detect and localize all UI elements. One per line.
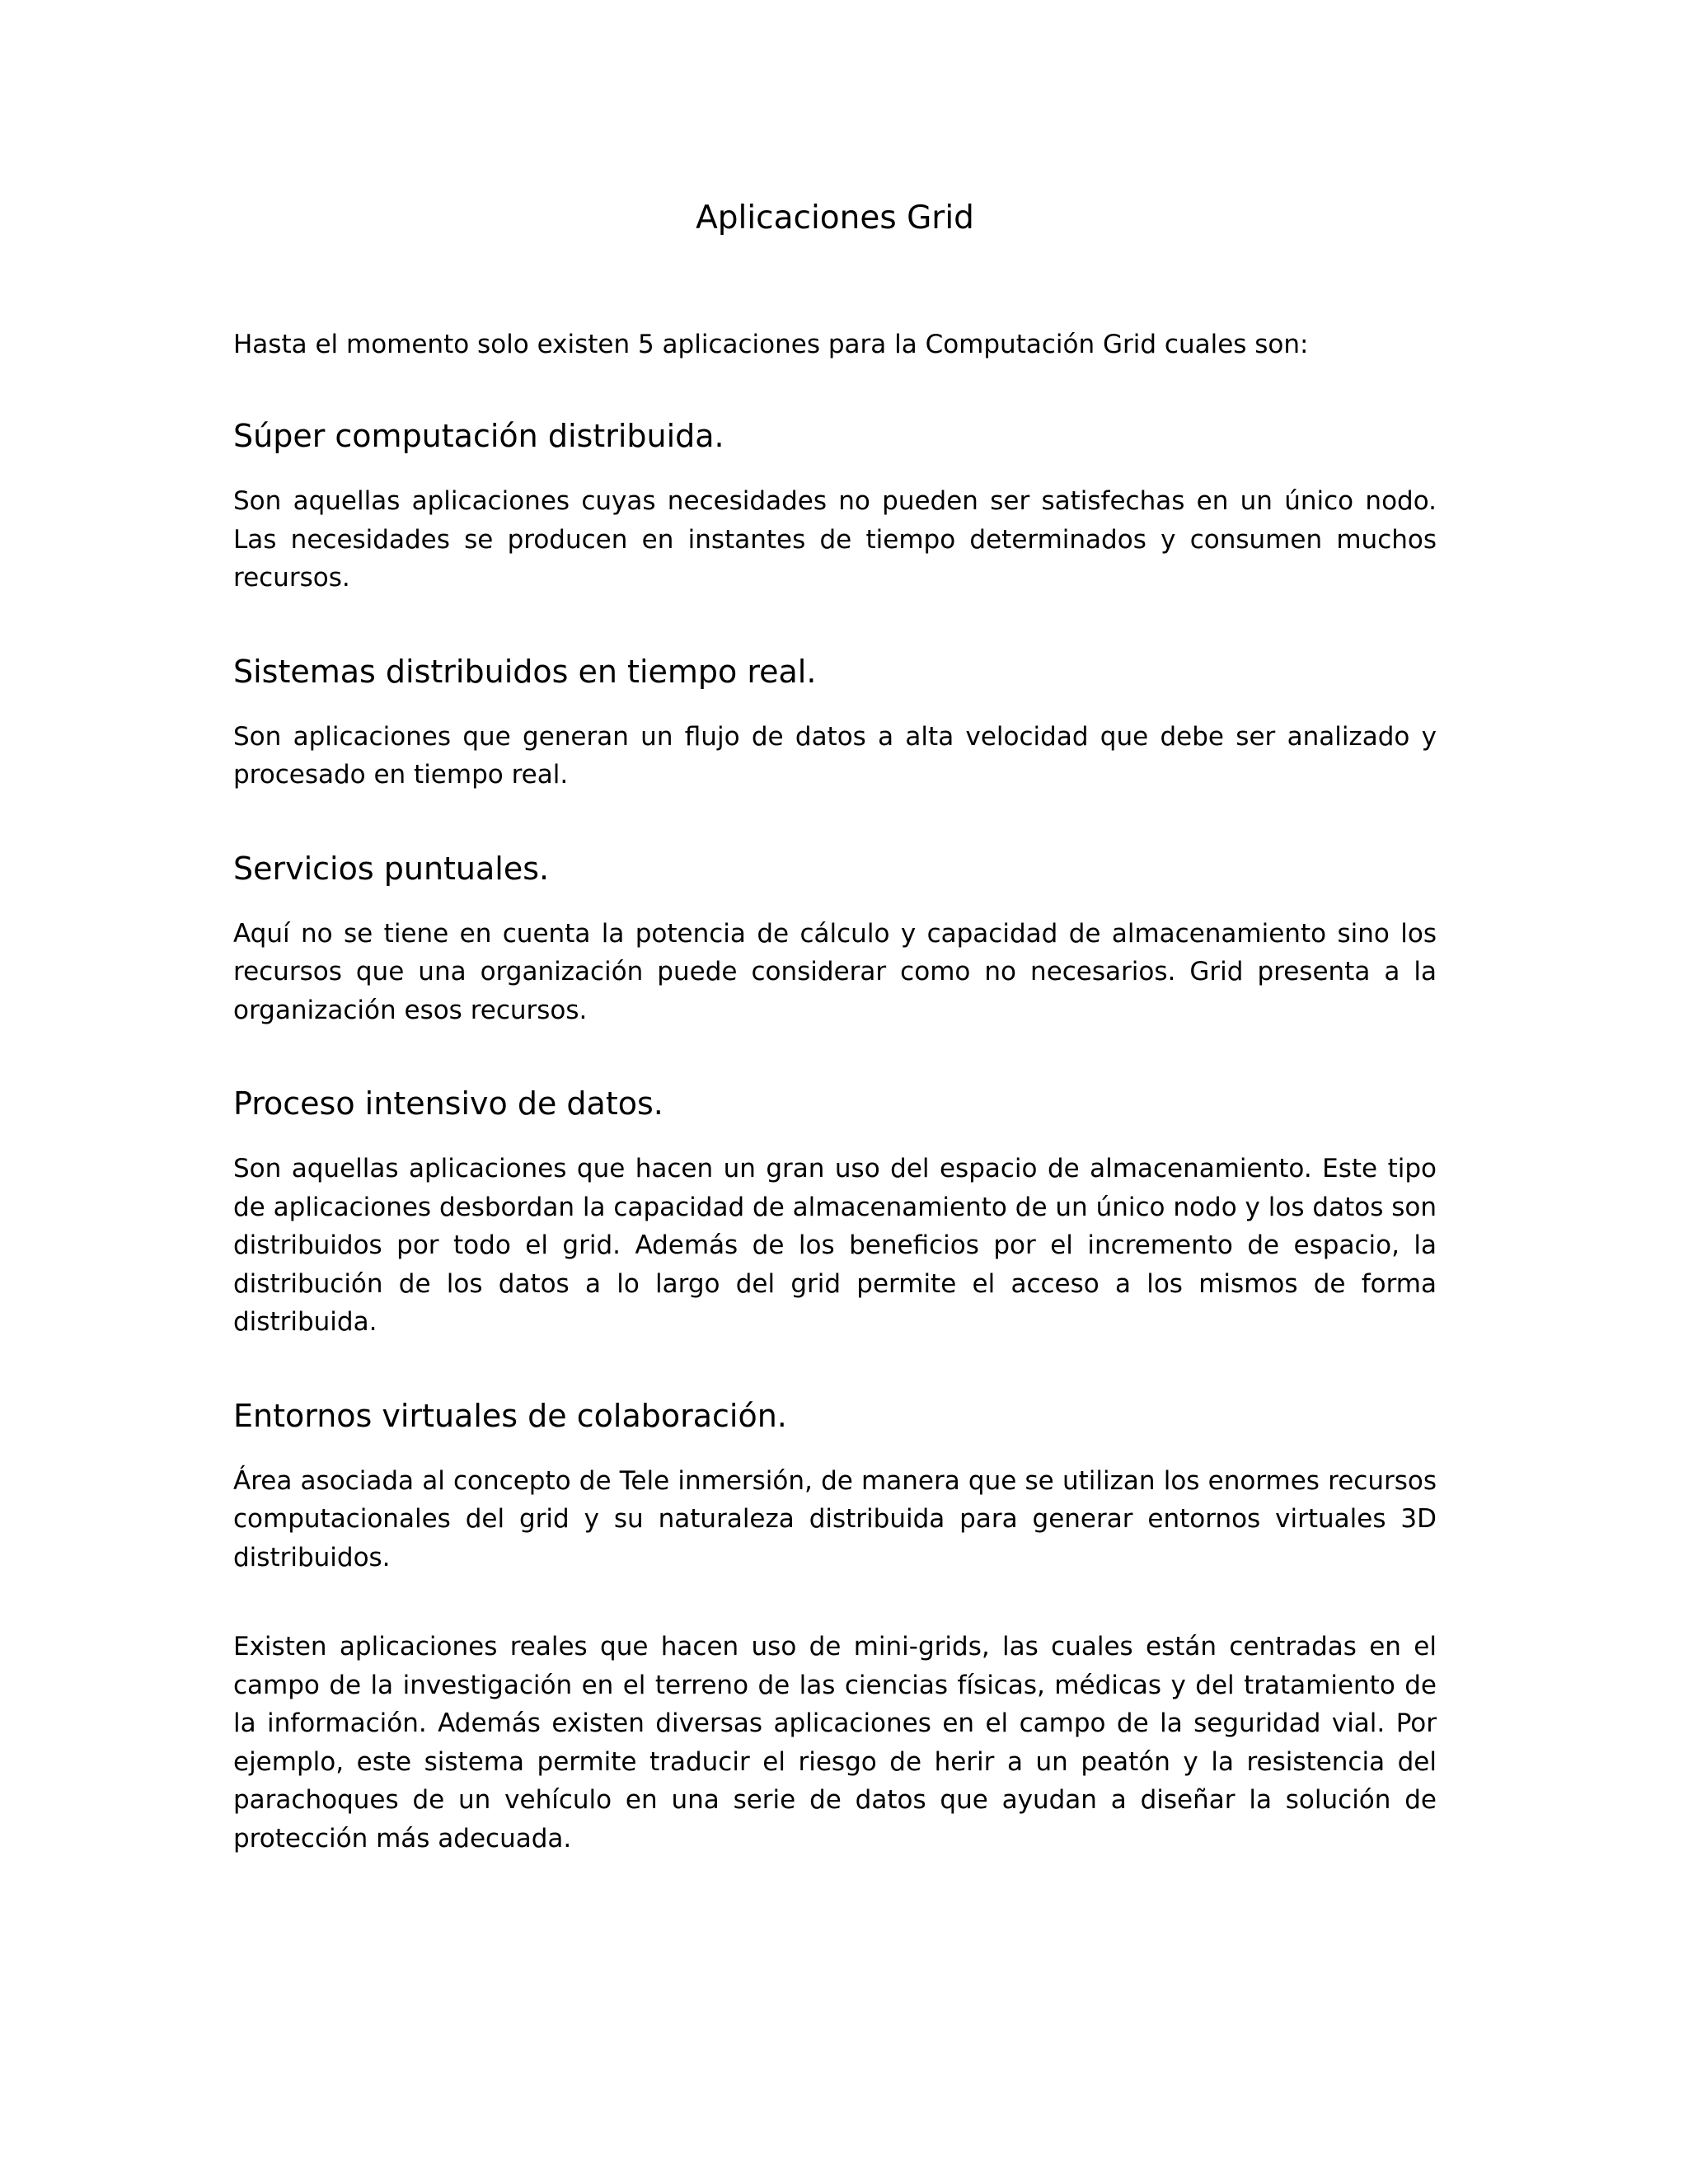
section-body: Son aquellas aplicaciones que hacen un gran uso del espacio de almacenamiento. Este tipo de aplicaciones desbordan la capacidad de almacenamiento de un único nodo y los datos son distribuidos por todo el grid. Además de los beneficios por el incremento de espacio, la distribución de los datos a lo largo del grid permite el acceso a los mismos de forma distribuida. bbox=[233, 1154, 1437, 1337]
section-body: Área asociada al concepto de Tele inmersión, de manera que se utilizan los enormes recursos computacionales del grid y su naturaleza distribuida para generar entornos virtuales 3D distribuidos. bbox=[233, 1465, 1437, 1572]
section-servicios-puntuales bbox=[233, 846, 1437, 1030]
section-body: Son aplicaciones que generan un flujo de datos a alta velocidad que debe ser analizado y procesado en tiempo real. bbox=[233, 721, 1437, 790]
section-heading: Súper computación distribuida. bbox=[233, 418, 724, 454]
section-sistemas-tiempo-real bbox=[233, 649, 1437, 794]
section-heading: Servicios puntuales. bbox=[233, 850, 550, 887]
section-super-computacion bbox=[233, 413, 1437, 598]
section-proceso-intensivo bbox=[233, 1080, 1437, 1342]
document-page bbox=[233, 194, 1437, 1858]
intro-paragraph: Hasta el momento solo existen 5 aplicaciones para la Computación Grid cuales son: bbox=[233, 330, 1309, 359]
closing-paragraph: Existen aplicaciones reales que hacen uso de mini-grids, las cuales están centradas en el campo de la investigación en el terreno de las ciencias físicas, médicas y del tratamiento de la información. Además existen diversas aplicaciones en el campo de la seguridad vial. Por ejemplo, este sistema permite traducir el riesgo de herir a un peatón y la resistencia del parachoques de un vehículo en una serie de datos que ayudan a diseñar la solución de protección más adecuada. bbox=[233, 1632, 1437, 1854]
section-heading: Proceso intensivo de datos. bbox=[233, 1085, 663, 1122]
section-heading: Sistemas distribuidos en tiempo real. bbox=[233, 653, 817, 690]
document-title: Aplicaciones Grid bbox=[696, 199, 974, 237]
section-heading: Entornos virtuales de colaboración. bbox=[233, 1397, 787, 1434]
section-body: Aquí no se tiene en cuenta la potencia de cálculo y capacidad de almacenamiento sino los recursos que una organización puede considerar como no necesarios. Grid presenta a la organización esos recursos. bbox=[233, 918, 1437, 1025]
section-entornos-virtuales bbox=[233, 1393, 1437, 1577]
section-body: Son aquellas aplicaciones cuyas necesidades no pueden ser satisfechas en un único nodo. Las necesidades se producen en instantes de tiempo determinados y consumen muchos recursos. bbox=[233, 486, 1437, 593]
